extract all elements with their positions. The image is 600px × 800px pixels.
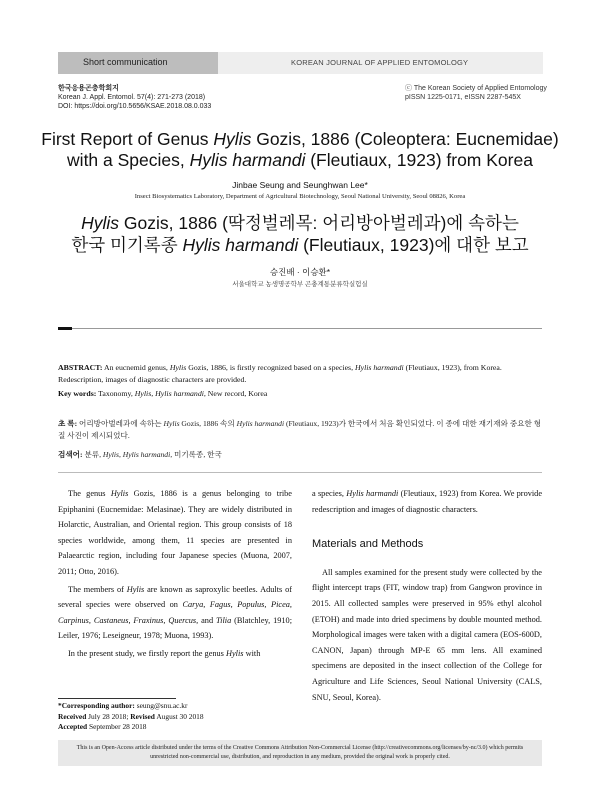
title-korean: Hylis Gozis, 1886 (딱정벌레목: 어리방아벌레과)에 속하는 한국 미기록종 Hylis harmandi (Fleutiaux, 1923)에 대한 보고 bbox=[71, 213, 529, 255]
authors-korean: 승진배 · 이승환* bbox=[269, 267, 331, 277]
paragraph: All samples examined for the present study were collected by the flight intercept traps (FIT, window trap) from Gangwon province in 2015. All collected samples were preserved in 95% ethyl alcohol (ETOH) and made into dried specimens by double mounted method. Morphological images were taken with a digital camera (EOS-600D, CANON, Japan) through MP-E 65 mm lens. All examined specimens are deposited in the insect collection of the College for Agriculture and Life Sciences, Seoul National University (CALS, SNU, Seoul, Korea). bbox=[312, 567, 542, 702]
divider bbox=[72, 328, 542, 329]
citation: Korean J. Appl. Entomol. 57(4): 271-273 (2018) bbox=[58, 94, 206, 101]
correspondence-block: *Corresponding author: seung@snu.ac.kr Received July 28 2018; Revised August 30 2018 Accepted September 28 2018 bbox=[58, 701, 204, 731]
body-column-right bbox=[312, 486, 542, 705]
footnote-rule bbox=[58, 698, 176, 699]
body-column-left bbox=[58, 486, 292, 662]
divider bbox=[58, 472, 542, 473]
license-text: This is an Open-Access article distributed under the terms of the Creative Commons Attribution Non-Commercial License (http://creativecommons.org/licenses/by-nc/3.0) which permits unrestricted non-commercial use, distribution, and reproduction in any medium, provided the original work is properly cited. bbox=[76, 745, 524, 760]
journal-name-ko: 한국응용곤충학회지 bbox=[58, 85, 119, 92]
paragraph: The members of Hylis are known as saproxylic beetles. Adults of several species were observed on Carya, Fagus, Populus, Picea, Carpinus, Castaneus, Fraxinus, Quercus, and Tilia (Blatchley, 1910; Leiler, 1976; Leseigneur, 1978; Muona, 1993). bbox=[58, 584, 293, 641]
issn: pISSN 1225-0171, eISSN 2287-545X bbox=[405, 94, 521, 101]
citation-block bbox=[58, 84, 211, 111]
title-english: First Report of Genus Hylis Gozis, 1886 (Coleoptera: Eucnemidae) with a Species, Hylis harmandi (Fleutiaux, 1923) from Korea bbox=[41, 129, 559, 170]
abstract-korean: 초 록: 어리방아벌레과에 속하는 Hylis Gozis, 1886 속의 Hylis harmandi (Fleutiaux, 1923)가 한국에서 처음 확인되었다. 이 종에 대한 재기재와 중요한 형질 사진이 제시되었다. bbox=[58, 419, 542, 440]
paragraph: The genus Hylis Gozis, 1886 is a genus belonging to tribe Epiphanini (Eucnemidae: Melasinae). They are widely distributed in Holarctic, Australian, and Oriental region. This group consists of 18 species worldwide, among them, 11 species are presented in Palaearctic region, including four Japanese species (Muona, 2007, 2011; Otto, 2016). bbox=[58, 489, 292, 576]
society-block bbox=[405, 84, 547, 102]
paragraph: a species, Hylis harmandi (Fleutiaux, 1923) from Korea. We provide redescription and images of diagnostic characters. bbox=[312, 489, 542, 514]
authors-english: Jinbae Seung and Seunghwan Lee* bbox=[232, 180, 368, 190]
doi-link[interactable]: DOI: https://doi.org/10.5656/KSAE.2018.08.0.033 bbox=[58, 103, 212, 110]
society-copyright: ⓒ The Korean Society of Applied Entomology bbox=[405, 85, 547, 92]
section-label: Short communication bbox=[83, 57, 168, 67]
section-heading: Materials and Methods bbox=[312, 538, 424, 551]
paragraph: In the present study, we firstly report the genus Hylis with bbox=[68, 648, 261, 658]
header-band bbox=[58, 52, 543, 74]
keywords-korean: 검색어: 분류, Hylis, Hylis harmandi, 미기록종, 한국 bbox=[58, 450, 222, 459]
keywords-english: Key words: Taxonomy, Hylis, Hylis harmandi, New record, Korea bbox=[58, 389, 268, 398]
affiliation-korean: 서울대학교 농생명공학부 곤충계통분류학실험실 bbox=[232, 281, 368, 288]
divider-accent bbox=[58, 327, 72, 330]
abstract-english: ABSTRACT: An eucnemid genus, Hylis Gozis, 1886, is firstly recognized based on a species, Hylis harmandi (Fleutiaux, 1923), from Korea. Redescription, images of diagnostic characters are provided. bbox=[58, 363, 502, 384]
email-link[interactable]: seung@snu.ac.kr bbox=[134, 701, 188, 710]
open-access-notice bbox=[58, 740, 542, 766]
journal-name: KOREAN JOURNAL OF APPLIED ENTOMOLOGY bbox=[291, 58, 469, 67]
affiliation-english: Insect Biosystematics Laboratory, Department of Agricultural Biotechnology, Seoul National University, Seoul 08826, Korea bbox=[134, 193, 466, 200]
